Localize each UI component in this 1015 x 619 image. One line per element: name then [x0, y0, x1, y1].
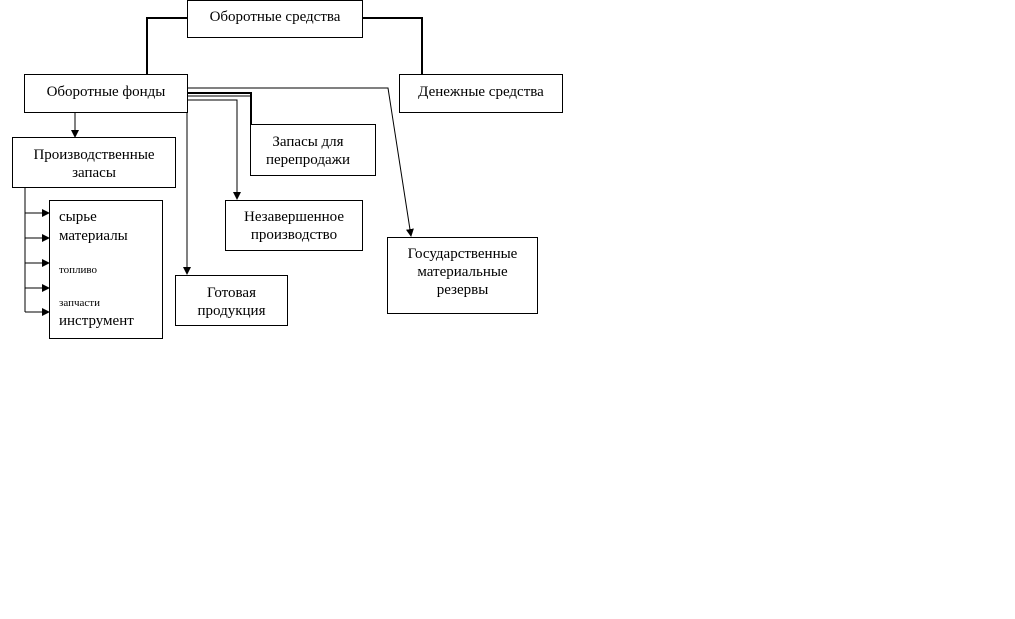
stock-item-fuel: топливо	[59, 264, 98, 276]
work-in-progress-box	[225, 200, 363, 251]
production-stocks-label: Производственные запасы	[33, 147, 155, 181]
finished-goods-label: Готовая продукция	[197, 285, 266, 319]
arrow-to-work-in-progress	[188, 100, 237, 199]
stock-items-box	[49, 200, 163, 339]
stock-item-raw: сырье	[59, 209, 97, 225]
stock-item-spare-parts: запчасти	[59, 297, 100, 309]
stock-item-tools: инструмент	[59, 313, 134, 329]
state-reserves-box	[387, 237, 538, 314]
current-assets-box	[187, 0, 363, 38]
work-in-progress-label: Незавершенное производство	[243, 209, 344, 243]
link-current-assets-to-cash	[362, 18, 422, 75]
cash-box	[399, 74, 563, 113]
current-assets-label: Оборотные средства	[209, 9, 341, 25]
cash-label: Денежные средства	[418, 84, 544, 100]
stock-item-materials: материалы	[59, 228, 128, 244]
finished-goods-box	[175, 275, 288, 326]
production-stocks-box	[12, 137, 176, 188]
resale-stocks-box	[250, 124, 376, 176]
state-reserves-label: Государственные материальные резервы	[407, 246, 518, 298]
link-to-resale-stocks	[188, 93, 251, 125]
resale-stocks-label: Запасы для перепродажи	[265, 134, 351, 168]
working-funds-label: Оборотные фонды	[46, 84, 166, 100]
working-funds-box	[24, 74, 188, 113]
link-current-assets-to-working-funds	[147, 18, 188, 75]
